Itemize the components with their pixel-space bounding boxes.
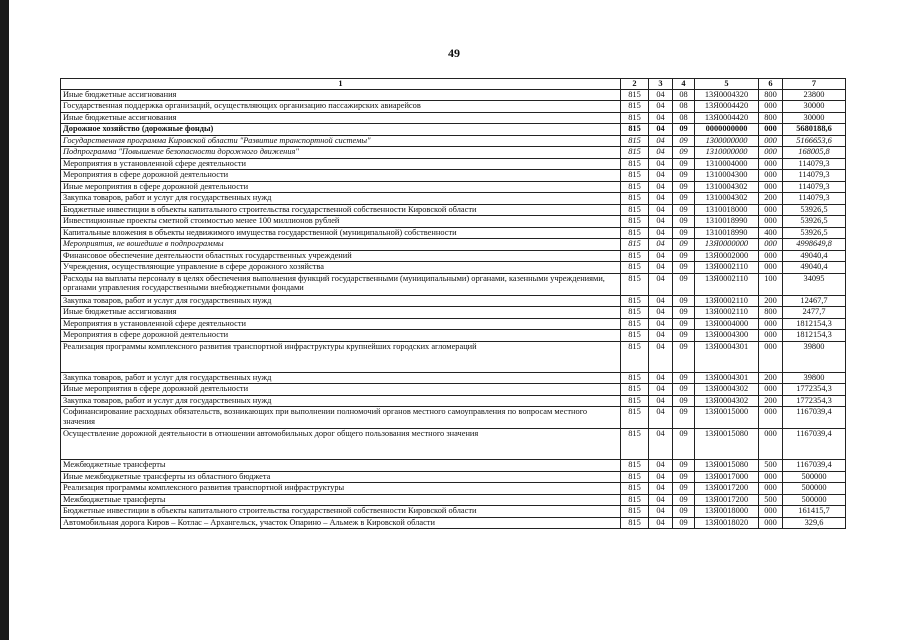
row-amount-cell: 500000: [783, 471, 846, 483]
row-section-cell: 04: [649, 307, 673, 319]
row-amount-cell: 500000: [783, 494, 846, 506]
row-section-cell: 04: [649, 262, 673, 274]
row-subsection-cell: 09: [673, 407, 695, 429]
row-section-cell: 04: [649, 135, 673, 147]
row-expense-type-cell: 000: [759, 147, 783, 159]
table-row: [61, 262, 846, 274]
row-name-cell: Подпрограмма "Повышение безопасности дорожного движения": [61, 147, 621, 159]
table-row: [61, 395, 846, 407]
row-amount-cell: 500000: [783, 483, 846, 495]
row-ministry-cell: 815: [621, 216, 649, 228]
row-subsection-cell: 09: [673, 517, 695, 529]
row-amount-cell: 49040,4: [783, 262, 846, 274]
row-name-cell: Расходы на выплаты персоналу в целях обеспечения выполнения функций государственными (муниципальными) органами, казенными учреждениями, органами управления государственными внебюджетными фондами: [61, 273, 621, 295]
row-target-article-cell: 13Я0002110: [695, 262, 759, 274]
page-number: 49: [448, 46, 460, 60]
row-ministry-cell: 815: [621, 227, 649, 239]
row-name-cell: Иные мероприятия в сфере дорожной деятельности: [61, 384, 621, 396]
row-name-cell: Мероприятия в сфере дорожной деятельности: [61, 170, 621, 182]
row-amount-cell: 4998649,8: [783, 239, 846, 251]
row-amount-cell: 1167039,4: [783, 460, 846, 472]
row-section-cell: 04: [649, 124, 673, 136]
row-amount-cell: 114079,3: [783, 181, 846, 193]
table-header-row: [61, 79, 846, 90]
row-expense-type-cell: 000: [759, 407, 783, 429]
row-section-cell: 04: [649, 147, 673, 159]
row-ministry-cell: 815: [621, 204, 649, 216]
row-ministry-cell: 815: [621, 494, 649, 506]
row-subsection-cell: 09: [673, 341, 695, 372]
row-subsection-cell: 09: [673, 227, 695, 239]
row-amount-cell: 1167039,4: [783, 429, 846, 460]
table-row: [61, 471, 846, 483]
column-header: 4: [673, 79, 695, 90]
row-amount-cell: 39800: [783, 341, 846, 372]
row-amount-cell: 1167039,4: [783, 407, 846, 429]
row-target-article-cell: 1300000000: [695, 135, 759, 147]
row-name-cell: Дорожное хозяйство (дорожные фонды): [61, 124, 621, 136]
row-target-article-cell: 13Я0017200: [695, 483, 759, 495]
row-subsection-cell: 09: [673, 295, 695, 307]
table-row: [61, 124, 846, 136]
table-row: [61, 429, 846, 460]
row-target-article-cell: 1310018000: [695, 204, 759, 216]
row-subsection-cell: 09: [673, 372, 695, 384]
table-row: [61, 170, 846, 182]
row-expense-type-cell: 500: [759, 460, 783, 472]
table-row: [61, 295, 846, 307]
row-target-article-cell: 13Я0017000: [695, 471, 759, 483]
row-target-article-cell: 13Я0002110: [695, 307, 759, 319]
row-target-article-cell: 13Я0018020: [695, 517, 759, 529]
row-expense-type-cell: 000: [759, 158, 783, 170]
row-ministry-cell: 815: [621, 407, 649, 429]
table-row: [61, 341, 846, 372]
row-expense-type-cell: 100: [759, 273, 783, 295]
row-expense-type-cell: 200: [759, 295, 783, 307]
row-name-cell: Закупка товаров, работ и услуг для государственных нужд: [61, 193, 621, 205]
table-row: [61, 460, 846, 472]
row-expense-type-cell: 000: [759, 262, 783, 274]
row-section-cell: 04: [649, 204, 673, 216]
row-target-article-cell: 13Я0015080: [695, 429, 759, 460]
row-expense-type-cell: 000: [759, 471, 783, 483]
row-name-cell: Финансовое обеспечение деятельности областных государственных учреждений: [61, 250, 621, 262]
row-amount-cell: 161415,7: [783, 506, 846, 518]
table-row: [61, 307, 846, 319]
budget-table: [60, 78, 846, 529]
row-amount-cell: 12467,7: [783, 295, 846, 307]
row-amount-cell: 39800: [783, 372, 846, 384]
row-name-cell: Мероприятия в установленной сфере деятельности: [61, 158, 621, 170]
row-name-cell: Реализация программы комплексного развития транспортной инфраструктуры: [61, 483, 621, 495]
row-target-article-cell: 13Я0002110: [695, 295, 759, 307]
row-target-article-cell: 13Я0002000: [695, 250, 759, 262]
row-subsection-cell: 09: [673, 204, 695, 216]
row-expense-type-cell: 400: [759, 227, 783, 239]
row-subsection-cell: 09: [673, 429, 695, 460]
row-subsection-cell: 09: [673, 158, 695, 170]
row-ministry-cell: 815: [621, 112, 649, 124]
row-expense-type-cell: 000: [759, 429, 783, 460]
row-subsection-cell: 09: [673, 181, 695, 193]
row-ministry-cell: 815: [621, 158, 649, 170]
row-expense-type-cell: 200: [759, 193, 783, 205]
row-ministry-cell: 815: [621, 318, 649, 330]
row-name-cell: Иные бюджетные ассигнования: [61, 307, 621, 319]
row-expense-type-cell: 000: [759, 517, 783, 529]
row-expense-type-cell: 000: [759, 330, 783, 342]
row-ministry-cell: 815: [621, 341, 649, 372]
table-row: [61, 483, 846, 495]
row-section-cell: 04: [649, 318, 673, 330]
row-target-article-cell: 13Я0004302: [695, 384, 759, 396]
row-name-cell: Иные межбюджетные трансферты из областного бюджета: [61, 471, 621, 483]
row-subsection-cell: 09: [673, 262, 695, 274]
row-amount-cell: 114079,3: [783, 158, 846, 170]
row-subsection-cell: 09: [673, 506, 695, 518]
row-target-article-cell: 1310018990: [695, 227, 759, 239]
row-target-article-cell: 13Я0017200: [695, 494, 759, 506]
table-row: [61, 227, 846, 239]
row-section-cell: 04: [649, 372, 673, 384]
row-amount-cell: 49040,4: [783, 250, 846, 262]
row-section-cell: 04: [649, 407, 673, 429]
row-subsection-cell: 09: [673, 273, 695, 295]
row-name-cell: Софинансирование расходных обязательств, возникающих при выполнении полномочий органов местного самоуправления по вопросам местного значения: [61, 407, 621, 429]
row-ministry-cell: 815: [621, 384, 649, 396]
row-name-cell: Межбюджетные трансферты: [61, 460, 621, 472]
row-ministry-cell: 815: [621, 89, 649, 101]
row-subsection-cell: 09: [673, 216, 695, 228]
row-section-cell: 04: [649, 239, 673, 251]
row-amount-cell: 1812154,3: [783, 330, 846, 342]
row-amount-cell: 23800: [783, 89, 846, 101]
row-expense-type-cell: 800: [759, 112, 783, 124]
row-target-article-cell: 1310004300: [695, 170, 759, 182]
row-expense-type-cell: 000: [759, 506, 783, 518]
row-ministry-cell: 815: [621, 273, 649, 295]
row-expense-type-cell: 500: [759, 494, 783, 506]
row-expense-type-cell: 000: [759, 181, 783, 193]
table-row: [61, 517, 846, 529]
row-target-article-cell: 13Я0018000: [695, 506, 759, 518]
table-row: [61, 204, 846, 216]
row-name-cell: Иные бюджетные ассигнования: [61, 112, 621, 124]
row-section-cell: 04: [649, 216, 673, 228]
row-ministry-cell: 815: [621, 372, 649, 384]
row-section-cell: 04: [649, 101, 673, 113]
row-section-cell: 04: [649, 112, 673, 124]
row-ministry-cell: 815: [621, 506, 649, 518]
row-target-article-cell: 13Я0000000: [695, 239, 759, 251]
row-expense-type-cell: 000: [759, 135, 783, 147]
row-section-cell: 04: [649, 429, 673, 460]
table-row: [61, 384, 846, 396]
row-section-cell: 04: [649, 273, 673, 295]
row-name-cell: Мероприятия в сфере дорожной деятельности: [61, 330, 621, 342]
row-expense-type-cell: 000: [759, 170, 783, 182]
row-target-article-cell: 13Я0004320: [695, 89, 759, 101]
row-subsection-cell: 09: [673, 307, 695, 319]
table-row: [61, 193, 846, 205]
row-ministry-cell: 815: [621, 395, 649, 407]
row-section-cell: 04: [649, 483, 673, 495]
row-ministry-cell: 815: [621, 170, 649, 182]
table-row: [61, 147, 846, 159]
row-ministry-cell: 815: [621, 101, 649, 113]
table-row: [61, 216, 846, 228]
table-row: [61, 101, 846, 113]
row-name-cell: Закупка товаров, работ и услуг для государственных нужд: [61, 295, 621, 307]
row-ministry-cell: 815: [621, 460, 649, 472]
scan-edge-bar: [0, 0, 9, 640]
row-amount-cell: 114079,3: [783, 193, 846, 205]
row-target-article-cell: 13Я0015000: [695, 407, 759, 429]
row-target-article-cell: 13Я0004301: [695, 341, 759, 372]
row-amount-cell: 53926,5: [783, 227, 846, 239]
row-subsection-cell: 09: [673, 135, 695, 147]
row-name-cell: Осуществление дорожной деятельности в отношении автомобильных дорог общего пользования местного значения: [61, 429, 621, 460]
row-expense-type-cell: 000: [759, 101, 783, 113]
table-body: [61, 89, 846, 529]
row-expense-type-cell: 200: [759, 395, 783, 407]
row-subsection-cell: 09: [673, 483, 695, 495]
row-ministry-cell: 815: [621, 517, 649, 529]
table-row: [61, 239, 846, 251]
row-subsection-cell: 09: [673, 318, 695, 330]
column-header: 6: [759, 79, 783, 90]
row-name-cell: Закупка товаров, работ и услуг для государственных нужд: [61, 395, 621, 407]
row-section-cell: 04: [649, 506, 673, 518]
row-name-cell: Иные бюджетные ассигнования: [61, 89, 621, 101]
row-amount-cell: 30000: [783, 101, 846, 113]
row-ministry-cell: 815: [621, 483, 649, 495]
row-name-cell: Мероприятия, не вошедшие в подпрограммы: [61, 239, 621, 251]
row-target-article-cell: 1310000000: [695, 147, 759, 159]
row-expense-type-cell: 000: [759, 124, 783, 136]
row-ministry-cell: 815: [621, 124, 649, 136]
row-amount-cell: 1772354,3: [783, 384, 846, 396]
row-target-article-cell: 0000000000: [695, 124, 759, 136]
row-ministry-cell: 815: [621, 429, 649, 460]
row-expense-type-cell: 000: [759, 250, 783, 262]
table-row: [61, 494, 846, 506]
row-ministry-cell: 815: [621, 250, 649, 262]
row-section-cell: 04: [649, 250, 673, 262]
row-amount-cell: 5680188,6: [783, 124, 846, 136]
row-amount-cell: 114079,3: [783, 170, 846, 182]
row-target-article-cell: 13Я0015080: [695, 460, 759, 472]
row-ministry-cell: 815: [621, 295, 649, 307]
row-name-cell: Автомобильная дорога Киров – Котлас – Архангельск, участок Опарино – Альмеж в Кировской области: [61, 517, 621, 529]
row-subsection-cell: 09: [673, 239, 695, 251]
row-expense-type-cell: 200: [759, 372, 783, 384]
table-row: [61, 372, 846, 384]
row-expense-type-cell: 000: [759, 318, 783, 330]
row-name-cell: Бюджетные инвестиции в объекты капитального строительства государственной собственности Кировской области: [61, 506, 621, 518]
row-section-cell: 04: [649, 330, 673, 342]
row-name-cell: Государственная поддержка организаций, осуществляющих организацию пассажирских авиарейсов: [61, 101, 621, 113]
row-ministry-cell: 815: [621, 193, 649, 205]
row-ministry-cell: 815: [621, 471, 649, 483]
row-target-article-cell: 1310004000: [695, 158, 759, 170]
row-name-cell: Реализация программы комплексного развития транспортной инфраструктуры крупнейших городских агломераций: [61, 341, 621, 372]
column-header: 5: [695, 79, 759, 90]
row-subsection-cell: 08: [673, 101, 695, 113]
row-amount-cell: 1812154,3: [783, 318, 846, 330]
row-target-article-cell: 13Я0002110: [695, 273, 759, 295]
row-section-cell: 04: [649, 227, 673, 239]
table-row: [61, 318, 846, 330]
row-name-cell: Иные мероприятия в сфере дорожной деятельности: [61, 181, 621, 193]
table-row: [61, 250, 846, 262]
row-target-article-cell: 13Я0004420: [695, 112, 759, 124]
row-section-cell: 04: [649, 181, 673, 193]
table-row: [61, 407, 846, 429]
row-section-cell: 04: [649, 395, 673, 407]
table-row: [61, 112, 846, 124]
row-target-article-cell: 13Я0004000: [695, 318, 759, 330]
row-section-cell: 04: [649, 471, 673, 483]
row-subsection-cell: 09: [673, 395, 695, 407]
row-subsection-cell: 09: [673, 250, 695, 262]
row-amount-cell: 34095: [783, 273, 846, 295]
row-amount-cell: 5166653,6: [783, 135, 846, 147]
row-target-article-cell: 1310004302: [695, 193, 759, 205]
row-section-cell: 04: [649, 158, 673, 170]
row-section-cell: 04: [649, 460, 673, 472]
row-expense-type-cell: 800: [759, 307, 783, 319]
row-subsection-cell: 08: [673, 89, 695, 101]
column-header: 2: [621, 79, 649, 90]
row-expense-type-cell: 000: [759, 239, 783, 251]
row-expense-type-cell: 000: [759, 384, 783, 396]
column-header: 3: [649, 79, 673, 90]
row-amount-cell: 2477,7: [783, 307, 846, 319]
row-ministry-cell: 815: [621, 239, 649, 251]
table-row: [61, 158, 846, 170]
row-subsection-cell: 09: [673, 124, 695, 136]
table-row: [61, 135, 846, 147]
row-section-cell: 04: [649, 517, 673, 529]
row-target-article-cell: 13Я0004302: [695, 395, 759, 407]
row-amount-cell: 30000: [783, 112, 846, 124]
row-ministry-cell: 815: [621, 147, 649, 159]
row-name-cell: Бюджетные инвестиции в объекты капитального строительства государственной собственности Кировской области: [61, 204, 621, 216]
row-name-cell: Учреждения, осуществляющие управление в сфере дорожного хозяйства: [61, 262, 621, 274]
row-name-cell: Государственная программа Кировской области "Развитие транспортной системы": [61, 135, 621, 147]
row-name-cell: Капитальные вложения в объекты недвижимого имущества государственной (муниципальной) собственности: [61, 227, 621, 239]
table-row: [61, 330, 846, 342]
row-subsection-cell: 08: [673, 112, 695, 124]
row-subsection-cell: 09: [673, 193, 695, 205]
row-ministry-cell: 815: [621, 135, 649, 147]
row-expense-type-cell: 800: [759, 89, 783, 101]
row-expense-type-cell: 000: [759, 483, 783, 495]
row-amount-cell: 329,6: [783, 517, 846, 529]
table-row: [61, 181, 846, 193]
row-amount-cell: 53926,5: [783, 216, 846, 228]
row-name-cell: Мероприятия в установленной сфере деятельности: [61, 318, 621, 330]
row-expense-type-cell: 000: [759, 204, 783, 216]
row-target-article-cell: 13Я0004300: [695, 330, 759, 342]
table-row: [61, 273, 846, 295]
row-amount-cell: 53926,5: [783, 204, 846, 216]
row-subsection-cell: 09: [673, 330, 695, 342]
row-section-cell: 04: [649, 494, 673, 506]
row-ministry-cell: 815: [621, 262, 649, 274]
row-section-cell: 04: [649, 89, 673, 101]
column-header: 7: [783, 79, 846, 90]
row-ministry-cell: 815: [621, 181, 649, 193]
row-subsection-cell: 09: [673, 460, 695, 472]
row-name-cell: Закупка товаров, работ и услуг для государственных нужд: [61, 372, 621, 384]
row-section-cell: 04: [649, 384, 673, 396]
row-expense-type-cell: 000: [759, 216, 783, 228]
row-section-cell: 04: [649, 295, 673, 307]
row-section-cell: 04: [649, 341, 673, 372]
row-ministry-cell: 815: [621, 330, 649, 342]
column-header: 1: [61, 79, 621, 90]
row-subsection-cell: 09: [673, 494, 695, 506]
row-subsection-cell: 09: [673, 170, 695, 182]
table-row: [61, 89, 846, 101]
row-expense-type-cell: 000: [759, 341, 783, 372]
row-target-article-cell: 13Я0004420: [695, 101, 759, 113]
row-subsection-cell: 09: [673, 147, 695, 159]
row-target-article-cell: 1310018990: [695, 216, 759, 228]
row-target-article-cell: 13Я0004301: [695, 372, 759, 384]
row-section-cell: 04: [649, 170, 673, 182]
table-row: [61, 506, 846, 518]
row-subsection-cell: 09: [673, 384, 695, 396]
row-section-cell: 04: [649, 193, 673, 205]
row-subsection-cell: 09: [673, 471, 695, 483]
row-amount-cell: 168005,8: [783, 147, 846, 159]
row-ministry-cell: 815: [621, 307, 649, 319]
row-name-cell: Инвестиционные проекты сметной стоимостью менее 100 миллионов рублей: [61, 216, 621, 228]
row-amount-cell: 1772354,3: [783, 395, 846, 407]
row-target-article-cell: 1310004302: [695, 181, 759, 193]
row-name-cell: Межбюджетные трансферты: [61, 494, 621, 506]
